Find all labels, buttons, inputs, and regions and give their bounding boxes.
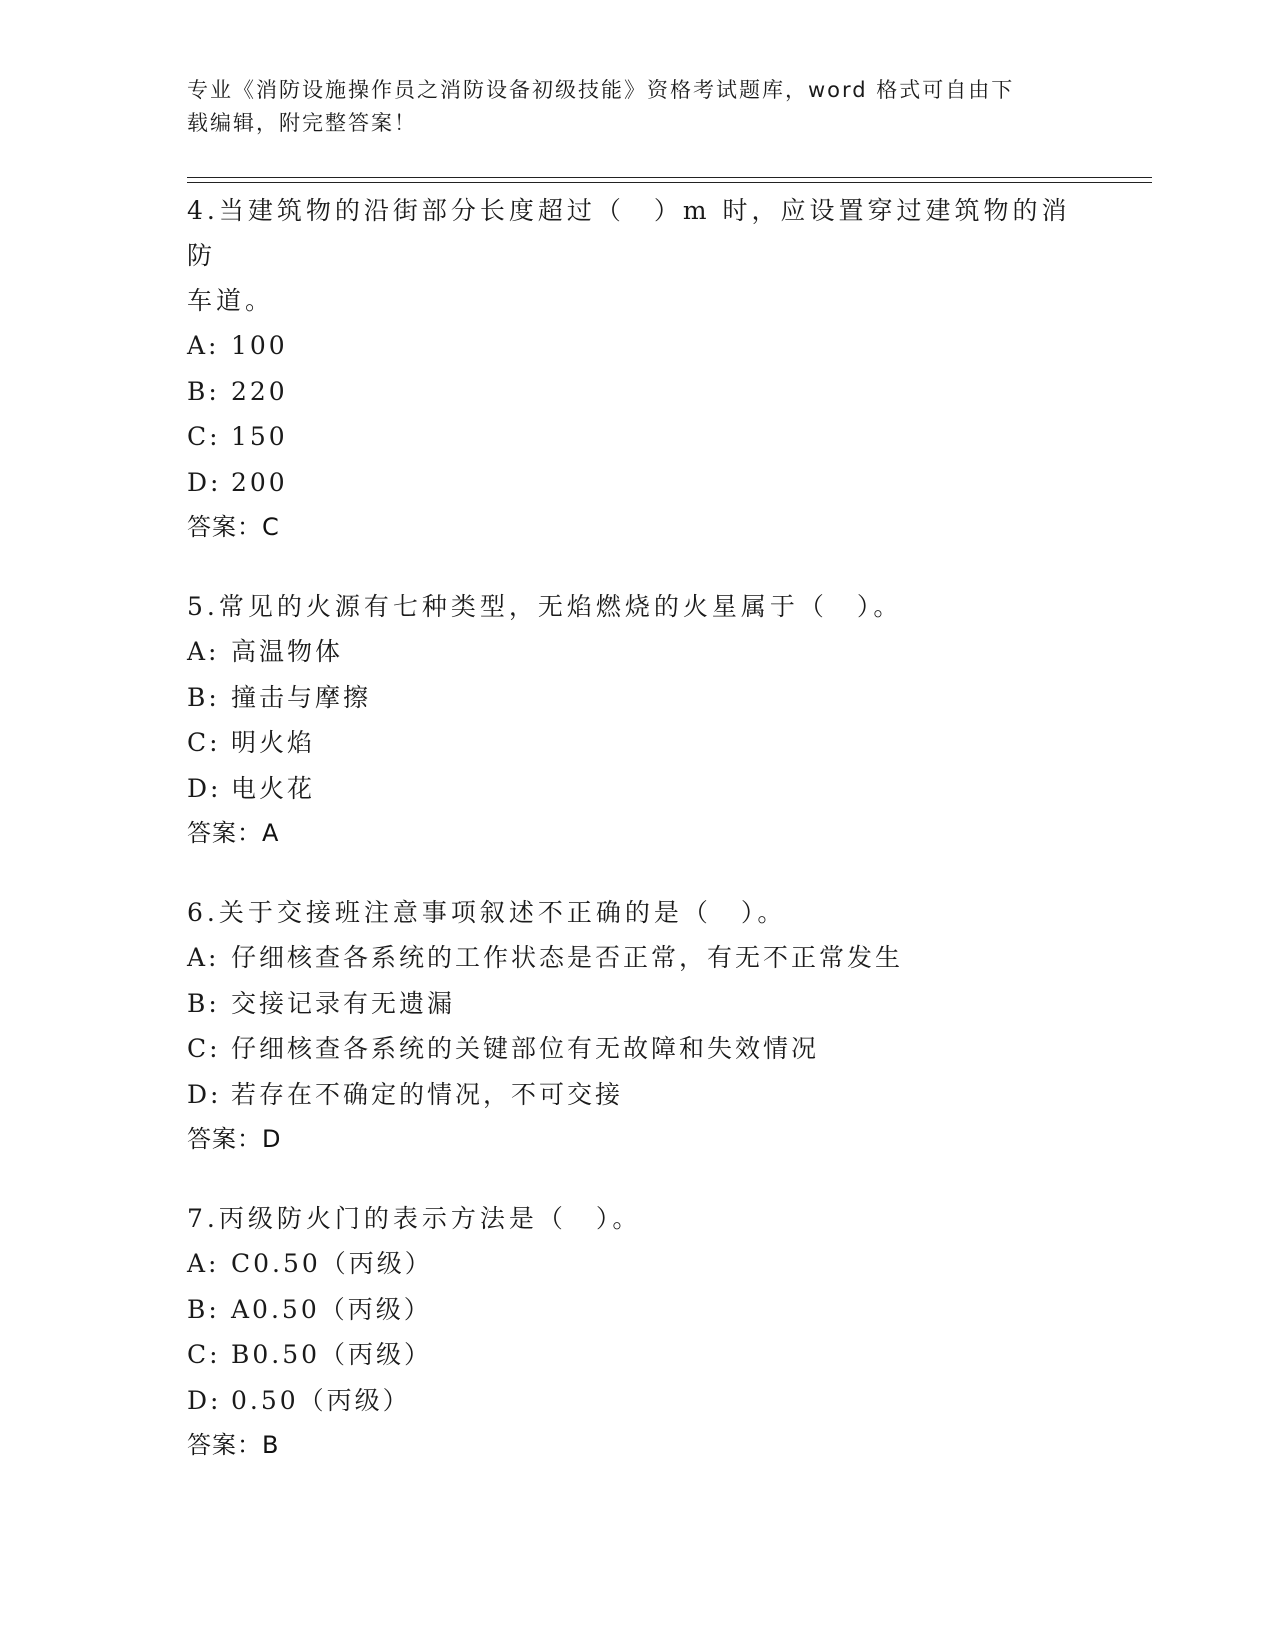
option-key: A: bbox=[187, 943, 220, 972]
option-a bbox=[187, 1241, 1087, 1287]
question-stem-line: 6.关于交接班注意事项叙述不正确的是（ ）。 bbox=[187, 898, 787, 927]
question-6 bbox=[187, 890, 1087, 1162]
option-text: 仔细核查各系统的关键部位有无故障和失效情况 bbox=[231, 1034, 820, 1063]
question-stem bbox=[187, 188, 1087, 323]
option-text: 220 bbox=[231, 376, 288, 406]
option-key: D: bbox=[187, 467, 222, 497]
option-text: 仔细核查各系统的工作状态是否正常，有无不正常发生 bbox=[231, 943, 904, 972]
option-key: C: bbox=[187, 1340, 221, 1369]
option-key: B: bbox=[187, 682, 220, 712]
option-text: 若存在不确定的情况，不可交接 bbox=[231, 1079, 624, 1109]
option-key: B: bbox=[187, 988, 220, 1018]
answer-label: 答案：A bbox=[187, 819, 280, 847]
option-text: 150 bbox=[231, 422, 288, 451]
question-list bbox=[187, 188, 1087, 1502]
option-key: B: bbox=[187, 1294, 220, 1324]
option-key: D: bbox=[187, 773, 222, 803]
option-key: C: bbox=[187, 422, 221, 451]
question-stem-line: 车道。 bbox=[187, 286, 275, 315]
answer-label: 答案：C bbox=[187, 513, 280, 541]
question-7 bbox=[187, 1196, 1087, 1468]
option-key: A: bbox=[187, 1249, 220, 1278]
option-a bbox=[187, 323, 1087, 369]
option-text: A0.50（丙级） bbox=[231, 1294, 432, 1324]
option-key: A: bbox=[187, 637, 220, 666]
option-c bbox=[187, 1026, 1087, 1072]
option-key: D: bbox=[187, 1385, 222, 1415]
option-text: 交接记录有无遗漏 bbox=[231, 988, 456, 1018]
option-d bbox=[187, 1072, 1087, 1118]
option-b bbox=[187, 1287, 1087, 1333]
document-header bbox=[187, 74, 1087, 140]
option-text: 明火焰 bbox=[231, 728, 316, 757]
option-d bbox=[187, 1378, 1087, 1424]
answer-label: 答案：B bbox=[187, 1431, 280, 1459]
option-c bbox=[187, 414, 1087, 460]
option-a bbox=[187, 935, 1087, 981]
option-c bbox=[187, 1332, 1087, 1378]
option-b bbox=[187, 981, 1087, 1027]
header-divider-bottom bbox=[187, 182, 1152, 183]
answer-label: 答案：D bbox=[187, 1125, 282, 1153]
option-key: A: bbox=[187, 331, 220, 360]
option-d bbox=[187, 460, 1087, 506]
question-4 bbox=[187, 188, 1087, 550]
option-text: 200 bbox=[231, 467, 288, 497]
option-a bbox=[187, 629, 1087, 675]
option-text: C0.50（丙级） bbox=[231, 1249, 433, 1278]
option-d bbox=[187, 766, 1087, 812]
option-text: 电火花 bbox=[231, 773, 316, 803]
header-line-1: 专业《消防设施操作员之消防设备初级技能》资格考试题库，word 格式可自由下 bbox=[187, 78, 1015, 102]
question-stem-line: 5.常见的火源有七种类型，无焰燃烧的火星属于（ ）。 bbox=[187, 592, 903, 621]
option-text: 高温物体 bbox=[231, 637, 344, 666]
header-line-2: 载编辑，附完整答案！ bbox=[187, 111, 417, 135]
option-key: C: bbox=[187, 1034, 221, 1063]
option-b bbox=[187, 369, 1087, 415]
question-5 bbox=[187, 584, 1087, 856]
option-text: 100 bbox=[231, 331, 288, 360]
option-text: 0.50（丙级） bbox=[231, 1385, 411, 1415]
option-key: B: bbox=[187, 376, 220, 406]
question-stem-line: 7.丙级防火门的表示方法是（ ）。 bbox=[187, 1204, 642, 1233]
option-text: 撞击与摩擦 bbox=[231, 682, 372, 712]
question-stem bbox=[187, 584, 1087, 629]
option-b bbox=[187, 675, 1087, 721]
header-divider-top bbox=[187, 177, 1152, 178]
option-text: B0.50（丙级） bbox=[231, 1340, 433, 1369]
option-key: C: bbox=[187, 728, 221, 757]
question-stem-line: 4.当建筑物的沿街部分长度超过（ ）m 时，应设置穿过建筑物的消防 bbox=[187, 196, 1071, 270]
question-stem bbox=[187, 1196, 1087, 1241]
option-key: D: bbox=[187, 1079, 222, 1109]
question-stem bbox=[187, 890, 1087, 935]
option-c bbox=[187, 720, 1087, 766]
